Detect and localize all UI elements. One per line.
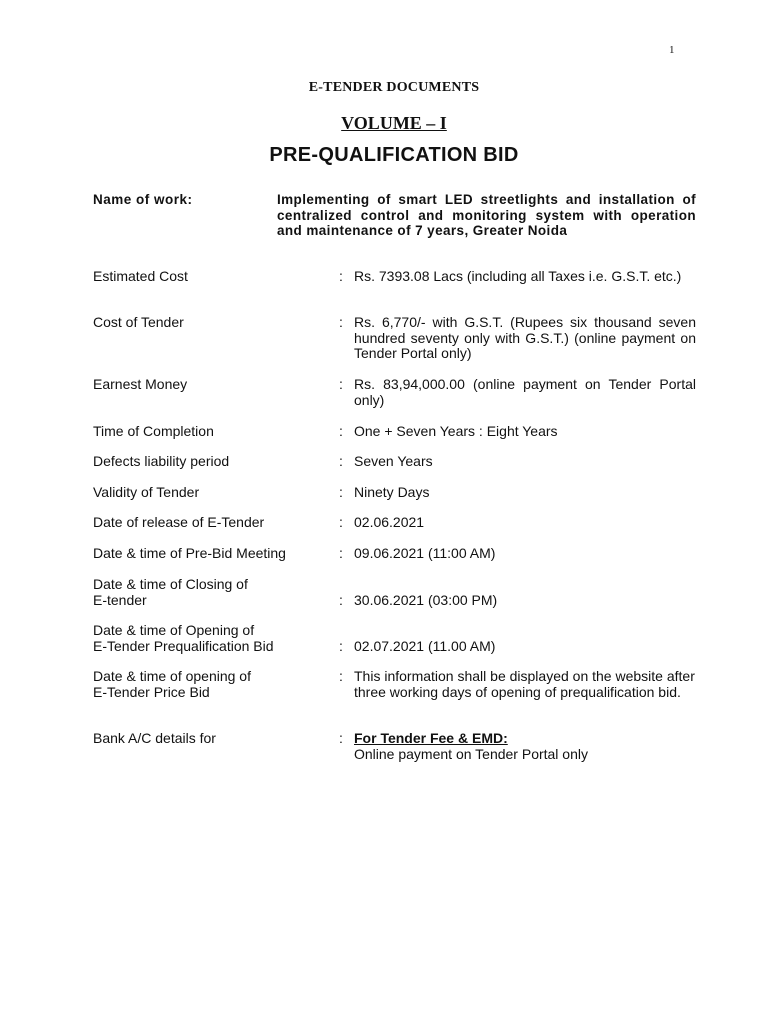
detail-value: Rs. 6,770/- with G.S.T. (Rupees six thousand seven hundred seventy only with G.S.T.) (online payment on Tender Portal only) [354, 314, 696, 361]
bank-details-heading: For Tender Fee & EMD: [354, 730, 508, 746]
detail-colon: : [339, 545, 343, 561]
detail-label: Date & time of Closing of E-tender [93, 576, 248, 608]
detail-colon: : [339, 268, 343, 284]
detail-value: Seven Years [354, 453, 433, 469]
detail-value: 09.06.2021 (11:00 AM) [354, 545, 496, 561]
detail-label: Defects liability period [93, 453, 230, 469]
detail-value: One + Seven Years : Eight Years [354, 423, 558, 439]
detail-label: Date & time of opening of E-Tender Price Bid [93, 668, 251, 700]
detail-colon: : [339, 314, 343, 330]
name-of-work-value: Implementing of smart LED streetlights and installation of centralized control and monitoring system with operation and maintenance of 7 years, Greater Noida [277, 192, 696, 238]
name-of-work-label: Name of work: [93, 192, 193, 207]
detail-label: Time of Completion [93, 423, 214, 439]
detail-value: Rs. 83,94,000.00 (online payment on Tender Portal only) [354, 376, 696, 408]
detail-label: Date of release of E-Tender [93, 514, 265, 530]
detail-label: Earnest Money [93, 376, 188, 392]
detail-colon: : [339, 637, 343, 654]
page-number: 1 [669, 44, 675, 56]
detail-value: 02.06.2021 [354, 514, 425, 530]
detail-colon: : [339, 484, 343, 500]
detail-colon: : [339, 730, 343, 746]
detail-colon: : [339, 453, 343, 469]
detail-colon: : [339, 423, 343, 439]
detail-label: Cost of Tender [93, 314, 184, 330]
detail-value: Rs. 7393.08 Lacs (including all Taxes i.e. G.S.T. etc.) [354, 268, 682, 284]
detail-value: 02.07.2021 (11.00 AM) [354, 637, 496, 654]
detail-value: 30.06.2021 (03:00 PM) [354, 591, 498, 608]
bid-title: PRE-QUALIFICATION BID [269, 144, 519, 166]
detail-value [354, 731, 696, 762]
detail-colon: : [339, 591, 343, 608]
detail-colon: : [339, 376, 343, 392]
detail-label: Estimated Cost [93, 268, 188, 284]
volume-heading: VOLUME – I [341, 113, 447, 133]
bank-details-text: Online payment on Tender Portal only [354, 745, 588, 762]
detail-label: Date & time of Opening of E-Tender Prequalification Bid [93, 622, 274, 654]
detail-colon: : [339, 668, 343, 684]
detail-label: Date & time of Pre-Bid Meeting [93, 545, 286, 561]
detail-value: Ninety Days [354, 484, 430, 500]
detail-label: Bank A/C details for [93, 730, 216, 746]
detail-label: Validity of Tender [93, 484, 200, 500]
detail-colon: : [339, 514, 343, 530]
detail-value: This information shall be displayed on the website after three working days of opening of prequalification bid. [354, 668, 695, 700]
document-title: E-TENDER DOCUMENTS [308, 80, 480, 95]
